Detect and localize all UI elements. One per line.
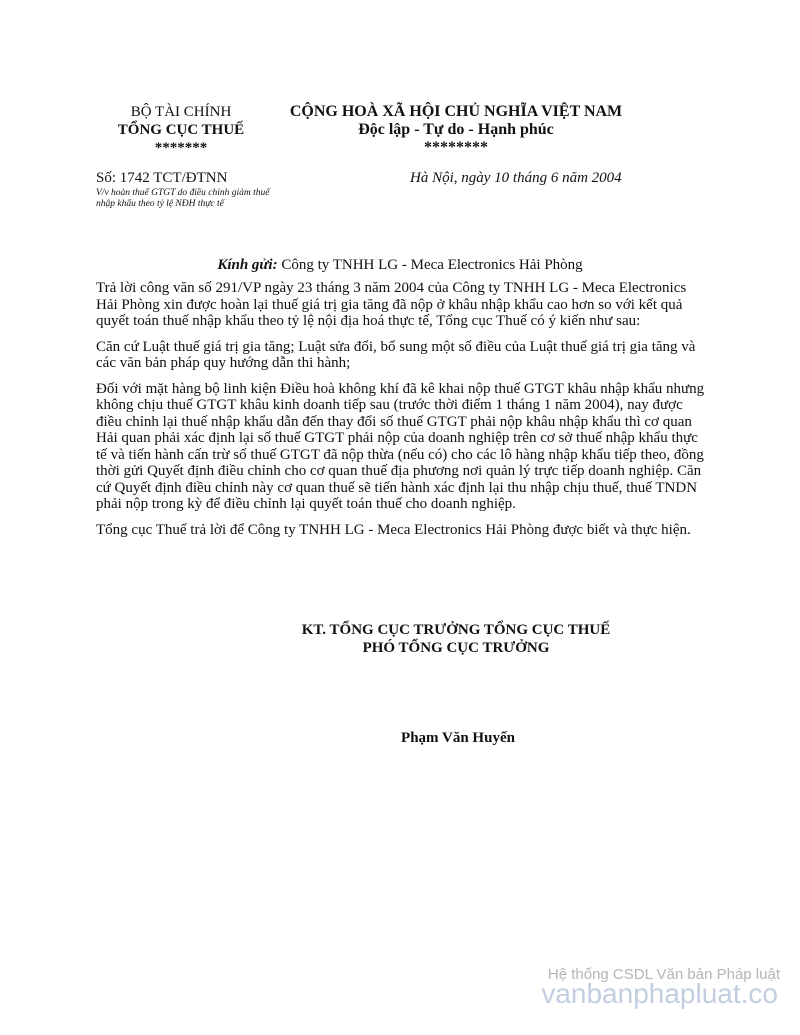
watermark-url: vanbanphapluat.co	[541, 978, 778, 1009]
recipient-line	[96, 257, 704, 274]
body-paragraph: Đối với mặt hàng bộ linh kiện Điều hoà không khí đã kê khai nộp thuế GTGT khâu nhập khẩu nhưng không chịu thuế GTGT khâu kinh doanh tiếp sau (trước thời điểm 1 tháng 1 năm 2004), nay được điều chỉnh lại thuế nhập khẩu dẫn đến thay đổi số thuế GTGT phải nộp khâu nhập khẩu thì cơ quan Hải quan phải xác định lại số thuế GTGT phải nộp của doanh nghiệp trên cơ sở thuế nhập khẩu thực tế và tiến hành cấn trừ số thuế GTGT đã nộp thừa (nếu có) cho các lô hàng nhập khẩu tiếp theo, đồng thời gửi Quyết định điều chỉnh cho cơ quan thuế địa phương nơi quản lý trực tiếp doanh nghiệp. Căn cứ Quyết định điều chỉnh này cơ quan thuế sẽ tiến hành xác định lại thu nhập chịu thuế, thuế TNDN phải nộp trong kỳ để điều chỉnh lại quyết toán thuế cho doanh nghiệp.	[96, 380, 705, 512]
country-name: CỘNG HOÀ XÃ HỘI CHỦ NGHĨA VIỆT NAM	[289, 103, 623, 120]
header-right-stars: ********	[424, 139, 488, 156]
recipient-label: Kính gửi:	[217, 257, 278, 273]
header-left-stars: *******	[154, 140, 208, 156]
document-date: Hà Nội, ngày 10 tháng 6 năm 2004	[410, 170, 622, 186]
ministry-name: BỘ TÀI CHÍNH	[130, 104, 232, 120]
signer-name: Phạm Văn Huyến	[401, 730, 515, 746]
signature-title-line1: KT. TỔNG CỤC TRƯỞNG TỔNG CỤC THUẾ	[301, 622, 611, 638]
body-paragraph: Trả lời công văn số 291/VP ngày 23 tháng 3 năm 2004 của Công ty TNHH LG - Meca Electronics Hải Phòng xin được hoàn lại thuế giá trị gia tăng đã nộp ở khâu nhập khẩu cao hơn so với kết quả quyết toán thuế nhập khẩu theo tỷ lệ nội địa hoá thực tế, Tổng cục Thuế có ý kiến như sau:	[96, 280, 687, 329]
document-number: Số: 1742 TCT/ĐTNN	[96, 170, 228, 186]
national-motto: Độc lập - Tự do - Hạnh phúc	[358, 121, 554, 138]
watermark-caption: Hệ thống CSDL Văn bản Pháp luật	[547, 966, 780, 983]
department-name: TỔNG CỤC THUẾ	[117, 122, 245, 138]
body-paragraph: Tổng cục Thuế trả lời để Công ty TNHH LG - Meca Electronics Hải Phòng được biết và thực hiện.	[96, 521, 691, 538]
national-header	[278, 103, 634, 157]
signature-title-line2: PHÓ TỔNG CỤC TRƯỞNG	[362, 640, 550, 656]
body-paragraph: Căn cứ Luật thuế giá trị gia tăng; Luật sửa đổi, bổ sung một số điều của Luật thuế giá trị gia tăng và các văn bản pháp quy hướng dẫn thi hành;	[96, 338, 696, 371]
signature-block	[260, 621, 652, 657]
issuing-agency-header	[96, 103, 266, 157]
document-body	[96, 280, 708, 547]
recipient-name: Công ty TNHH LG - Meca Electronics Hải Phòng	[281, 257, 583, 273]
document-subject: V/v hoàn thuế GTGT do điều chỉnh giảm thuế nhập khẩu theo tỷ lệ NĐH thực tế	[96, 188, 270, 209]
